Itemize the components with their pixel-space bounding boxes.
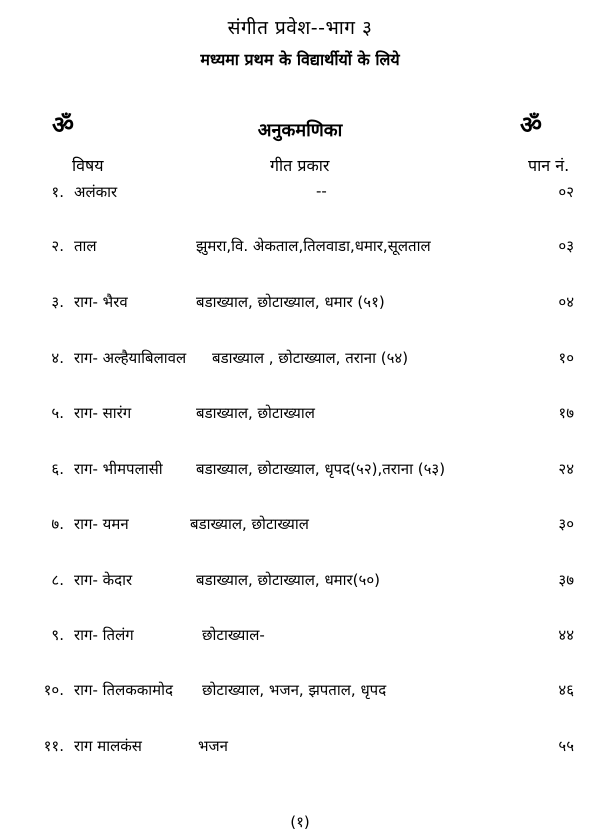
- row-number: ४.: [51, 349, 64, 367]
- row-page-number: ०४: [558, 293, 574, 311]
- row-page-number: ०२: [558, 183, 574, 201]
- row-page-number: २४: [558, 460, 574, 478]
- row-page-number: ५५: [558, 737, 574, 755]
- row-number: ३.: [51, 293, 64, 311]
- row-subject: राग- केदार: [74, 571, 133, 589]
- row-song-type: झुमरा,वि. अेकताल,तिलवाडा,धमार,सूलताल: [196, 237, 431, 255]
- om-symbol-right: ॐ: [520, 111, 542, 139]
- row-subject: राग मालकंस: [74, 737, 142, 755]
- row-page-number: १०: [558, 349, 574, 367]
- row-subject: राग- यमन: [74, 515, 129, 533]
- row-number: १०.: [43, 681, 64, 699]
- row-page-number: ३०: [558, 515, 574, 533]
- row-subject: राग- तिलंग: [74, 626, 134, 644]
- row-page-number: ३७: [558, 571, 574, 589]
- row-page-number: ४४: [558, 626, 574, 644]
- row-song-type: --: [316, 182, 327, 200]
- footer-page-number: (१): [290, 813, 310, 831]
- row-subject: अलंकार: [74, 183, 118, 201]
- column-header-subject: विषय: [72, 156, 104, 175]
- row-number: १.: [51, 183, 64, 201]
- row-number: २.: [51, 237, 64, 255]
- row-song-type: बडाख्याल, छोटाख्याल, धृपद(५२),तराना (५३): [196, 460, 446, 478]
- row-page-number: ४६: [558, 681, 574, 699]
- row-subject: राग- भैरव: [74, 293, 128, 311]
- row-song-type: बडाख्याल, छोटाख्याल, धमार (५१): [196, 293, 385, 311]
- row-number: ५.: [51, 404, 64, 422]
- row-number: ६.: [51, 460, 64, 478]
- column-header-page-number: पान नं.: [528, 156, 570, 175]
- row-song-type: बडाख्याल , छोटाख्याल, तराना (५४): [212, 349, 409, 367]
- om-symbol-left: ॐ: [52, 111, 74, 139]
- row-subject: राग- सारंग: [74, 404, 132, 422]
- row-song-type: भजन: [198, 737, 229, 755]
- row-song-type: छोटाख्याल, भजन, झपताल, धृपद: [202, 681, 387, 699]
- row-subject: ताल: [74, 237, 97, 255]
- row-song-type: छोटाख्याल-: [202, 626, 265, 644]
- page-subtitle: मध्यमा प्रथम के विद्यार्थीयों के लिये: [200, 50, 400, 69]
- row-subject: राग- तिलककामोद: [74, 681, 173, 699]
- row-subject: राग- भीमपलासी: [74, 460, 163, 478]
- row-number: ८.: [51, 571, 64, 589]
- row-song-type: बडाख्याल, छोटाख्याल, धमार(५०): [196, 571, 380, 589]
- row-number: ९.: [51, 626, 64, 644]
- row-number: ११.: [43, 737, 64, 755]
- row-song-type: बडाख्याल, छोटाख्याल: [196, 404, 315, 422]
- row-page-number: १७: [558, 404, 574, 422]
- column-header-song-type: गीत प्रकार: [270, 156, 330, 175]
- row-subject: राग- अल्हैयाबिलावल: [74, 349, 187, 367]
- row-page-number: ०३: [558, 237, 574, 255]
- row-song-type: बडाख्याल, छोटाख्याल: [190, 515, 309, 533]
- page-title: संगीत प्रवेश--भाग ३: [227, 17, 373, 39]
- row-number: ७.: [51, 515, 64, 533]
- index-heading: अनुकमणिका: [257, 120, 343, 141]
